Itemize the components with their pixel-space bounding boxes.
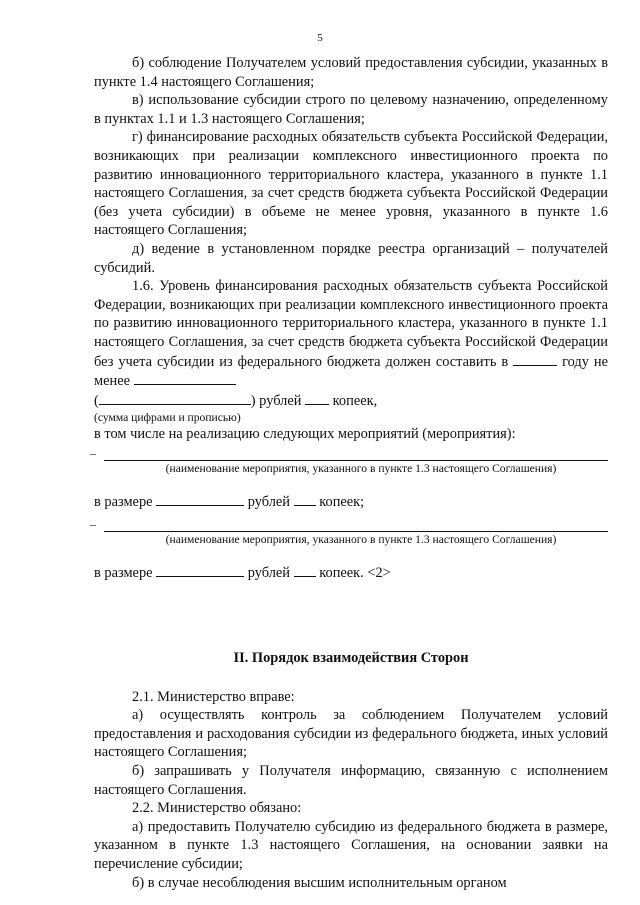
item-1 [90, 445, 608, 512]
item-1-dash: – [90, 445, 96, 460]
item-2-rubles: рублей [247, 565, 291, 582]
item-2-rubles-blank [156, 563, 244, 577]
rubles-tail: ) рублей [250, 392, 302, 409]
clause-2-2-a: а) предоставить Получателю субсидию из федерального бюджета в размере, указанном в пункте 1.3 настоящего Соглашения, на основании заявки на перечисление субсидии; [94, 818, 608, 872]
paragraph-d: д) ведение в установленном порядке реестра организаций – получателей субсидий. [94, 240, 608, 276]
clause-2-1-b: б) запрашивать у Получателя информацию, связанную с исполнением настоящего Соглашения. [94, 763, 608, 798]
kopeks-label: копеек, [332, 392, 378, 409]
clause-2-2-b: б) в случае несоблюдения высшим исполнительным органом [132, 874, 507, 891]
year-blank [513, 352, 557, 366]
item-2-size-prefix: в размере [94, 565, 153, 582]
amount-words-blank [99, 391, 251, 405]
paragraph-g: г) финансирование расходных обязательств субъекта Российской Федерации, возникающих при реализации комплексного инвестиционного проекта по развитию инновационного территориального кластера, указанного в пункте 1.1 настоящего Соглашения, за счет средств бюджета субъекта Российской Федерации (без учета субсидии) в объеме не менее уровня, указанного в пункте 1.6 настоящего Соглашения; [94, 129, 608, 239]
paragraph-v: в) использование субсидии строго по целевому назначению, определенному в пунктах 1.1 и 1.3 настоящего Соглашения; [94, 92, 608, 127]
document-body [90, 54, 608, 892]
clause-1-6 [94, 277, 608, 391]
item-1-size-prefix: в размере [94, 493, 153, 510]
item-1-kopeks: копеек; [319, 493, 365, 510]
page-number: 5 [317, 32, 323, 44]
amount-blank [134, 371, 236, 385]
item-2-size [94, 563, 608, 583]
clause-1-6-text: 1.6. Уровень финансирования расходных обязательств субъекта Российской Федерации, возникающих при реализации комплексного инвестиционного проекта по развитию инновационного территориального кластера, указанного в пункте 1.1 настоящего Соглашения, за счет средств бюджета субъекта Российской Федерации без учета субсидии из федерального бюджета должен составить в [94, 278, 608, 370]
amount-line [94, 391, 608, 411]
item-2-kopeks: копеек. <2> [319, 565, 391, 582]
item-2-caption: (наименование мероприятия, указанного в пункте 1.3 настоящего Соглашения) [165, 533, 557, 547]
section-title: II. Порядок взаимодействия Сторон [233, 650, 469, 667]
item-2-dash: – [90, 517, 96, 532]
item-1-kopeks-blank [294, 492, 316, 506]
item-1-name-blank [104, 446, 608, 461]
kopeks-blank [305, 391, 329, 405]
item-1-size [94, 492, 608, 512]
item-1-rubles-blank [156, 492, 244, 506]
clause-2-1-a: а) осуществлять контроль за соблюдением Получателем условий предоставления и расходования субсидии из федерального бюджета, иных условий настоящего Соглашения; [94, 707, 608, 761]
clause-2-2: 2.2. Министерство обязано: [132, 800, 302, 817]
item-2-kopeks-blank [294, 563, 316, 577]
item-2 [90, 517, 608, 583]
paragraph-b: б) соблюдение Получателем условий предоставления субсидии, указанных в пункте 1.4 настоящего Соглашения; [94, 55, 608, 90]
including-line: в том числе на реализацию следующих мероприятий (мероприятия): [94, 426, 516, 443]
open-paren: ( [94, 392, 99, 409]
item-2-name-blank [104, 517, 608, 532]
clause-2-1: 2.1. Министерство вправе: [132, 688, 295, 705]
year-suffix: году не менее [94, 353, 608, 390]
item-1-rubles: рублей [247, 493, 291, 510]
item-1-caption: (наименование мероприятия, указанного в пункте 1.3 настоящего Соглашения) [165, 461, 557, 475]
amount-hint: (сумма цифрами и прописью) [94, 411, 241, 425]
